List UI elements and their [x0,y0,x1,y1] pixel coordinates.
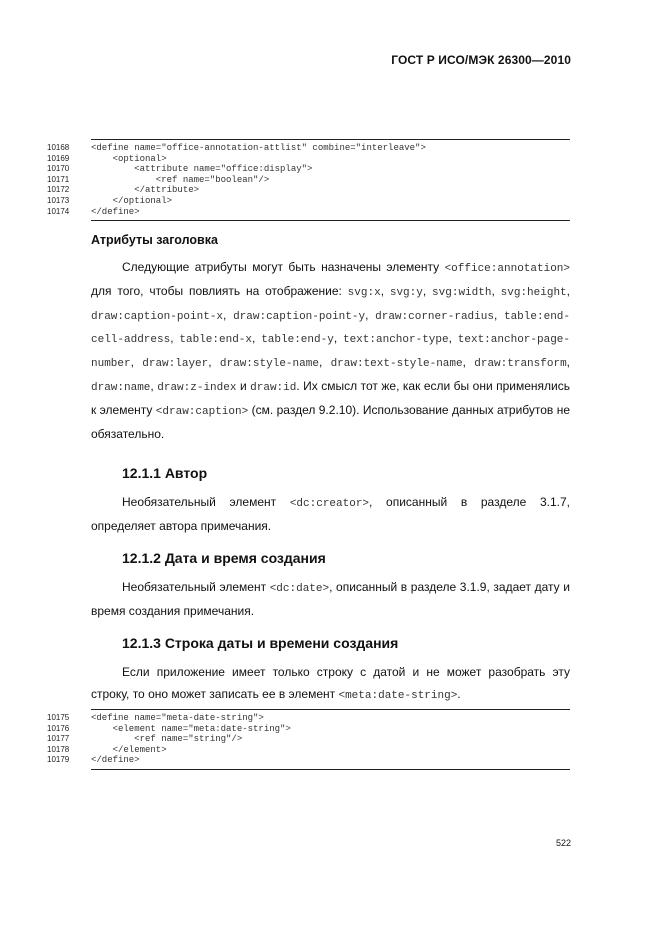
line-number: 10168 [47,143,70,152]
text-run: , [252,331,262,346]
code-text: </optional> [91,195,173,206]
code-text: </define> [91,206,140,217]
code-run: <dc:creator> [289,498,370,510]
code-run: svg:y [389,286,423,299]
line-number: 10179 [47,755,70,765]
code-text: </attribute> [91,185,200,196]
code-line [47,713,570,724]
text-run: , [566,355,571,370]
line-number: 10176 [47,723,70,733]
text-run: , [130,355,143,370]
text-run: Следующие атрибуты могут быть назначены элементу [122,260,445,274]
code-run: draw:text-style-name [330,358,463,371]
code-line [47,755,570,766]
text-run: , [491,283,501,298]
text-run: , описанный в разделе 3.1.9, задает дату и время создания примечания. [91,580,570,618]
author-paragraph [91,492,570,538]
code-line [47,185,570,196]
text-run: , [208,355,220,370]
date-paragraph [91,577,570,623]
text-run: Необязательный элемент [122,580,270,594]
date-string-paragraph [91,662,570,708]
text-run: , [170,331,180,346]
text-run: Если приложение имеет только строку с датой и не может разобрать эту строку, то оно может записать ее в элемент [91,665,570,701]
code-line [47,195,570,207]
code-run: table:end-cell-address [91,310,570,347]
code-run: draw:corner-radius [375,310,494,323]
code-run: draw:id [250,381,297,394]
code-run: svg:height [500,286,567,299]
code-run: draw:z-index [157,381,237,394]
text-run: , [365,307,376,322]
text-run: , [223,307,234,322]
code-run: svg:width [432,286,492,299]
code-line [47,723,570,735]
text-run: , [150,378,158,393]
page-number: 522 [555,838,571,848]
line-number: 10178 [47,744,70,754]
code-line [47,744,570,756]
heading-12-1-2: 12.1.2 Дата и время создания [122,550,326,566]
code-run: draw:caption-point-x [91,310,224,323]
text-run: , [333,331,343,346]
line-number: 10172 [47,185,70,195]
code-run: table:end-y [261,334,334,347]
text-run: , [380,283,390,298]
code-run: text:anchor-type [342,334,449,347]
text-run: для того, чтобы повлиять на отображение: [91,283,348,298]
text-run: , [493,307,504,322]
text-run: , [566,283,570,298]
code-text: <attribute name="office:display"> [91,164,313,175]
code-text: </define> [91,755,140,766]
line-number: 10175 [47,713,70,722]
text-run: . Их смысл тот же, как если бы они применялись к элементу [91,378,571,417]
code-run: <dc:date> [269,583,330,595]
text-run: Необязательный элемент [122,495,290,509]
text-run: , [462,355,475,370]
code-run: draw:style-name [219,358,319,371]
code-line [47,153,570,165]
code-line [47,206,570,218]
text-run: и [236,378,251,393]
code-text: <define name="meta-date-string"> [91,713,264,723]
code-run: table:end-x [179,334,253,347]
code-text: <ref name="string"/> [91,734,243,745]
section-title: Атрибуты заголовка [91,233,218,247]
code-block-1 [47,139,570,221]
code-run: <office:annotation> [444,263,570,275]
code-run: draw:name [91,381,151,394]
heading-12-1-3: 12.1.3 Строка даты и времени создания [122,635,399,651]
code-run: <meta:date-string> [338,689,458,702]
text-run: , [422,283,433,298]
code-text: <element name="meta:date-string"> [91,723,291,734]
code-block-2 [47,709,570,770]
text-run: (см. раздел 9.2.10). Использование данных атрибутов не обязательно. [91,402,570,441]
code-run: draw:transform [474,358,567,371]
text-run: , [448,331,458,346]
code-run: text:anchor-page-number [91,334,570,371]
code-line [47,143,570,154]
attributes-paragraph [91,257,570,445]
code-run: draw:layer [142,358,209,371]
line-number: 10169 [47,153,70,163]
text-run: . [457,686,461,701]
line-number: 10171 [47,174,70,184]
code-line [47,734,570,745]
code-text: </element> [91,744,167,755]
text-run: , [318,355,331,370]
code-run: draw:caption-point-y [233,310,366,323]
text-run: , описанный в разделе 3.1.7, определяет автора примечания. [91,495,570,533]
line-number: 10177 [47,734,70,744]
line-number: 10170 [47,164,70,174]
code-line [47,164,570,175]
line-number: 10173 [47,195,70,205]
code-text: <define name="office-annotation-attlist" combine="interleave"> [91,143,426,153]
code-run: svg:x [347,286,381,299]
code-line [47,174,570,186]
document-header: ГОСТ Р ИСО/МЭК 26300—2010 [391,53,571,67]
code-text: <optional> [91,153,167,164]
code-run: <draw:caption> [155,405,249,418]
heading-12-1-1: 12.1.1 Автор [122,465,208,481]
line-number: 10174 [47,206,70,216]
code-text: <ref name="boolean"/> [91,174,270,185]
